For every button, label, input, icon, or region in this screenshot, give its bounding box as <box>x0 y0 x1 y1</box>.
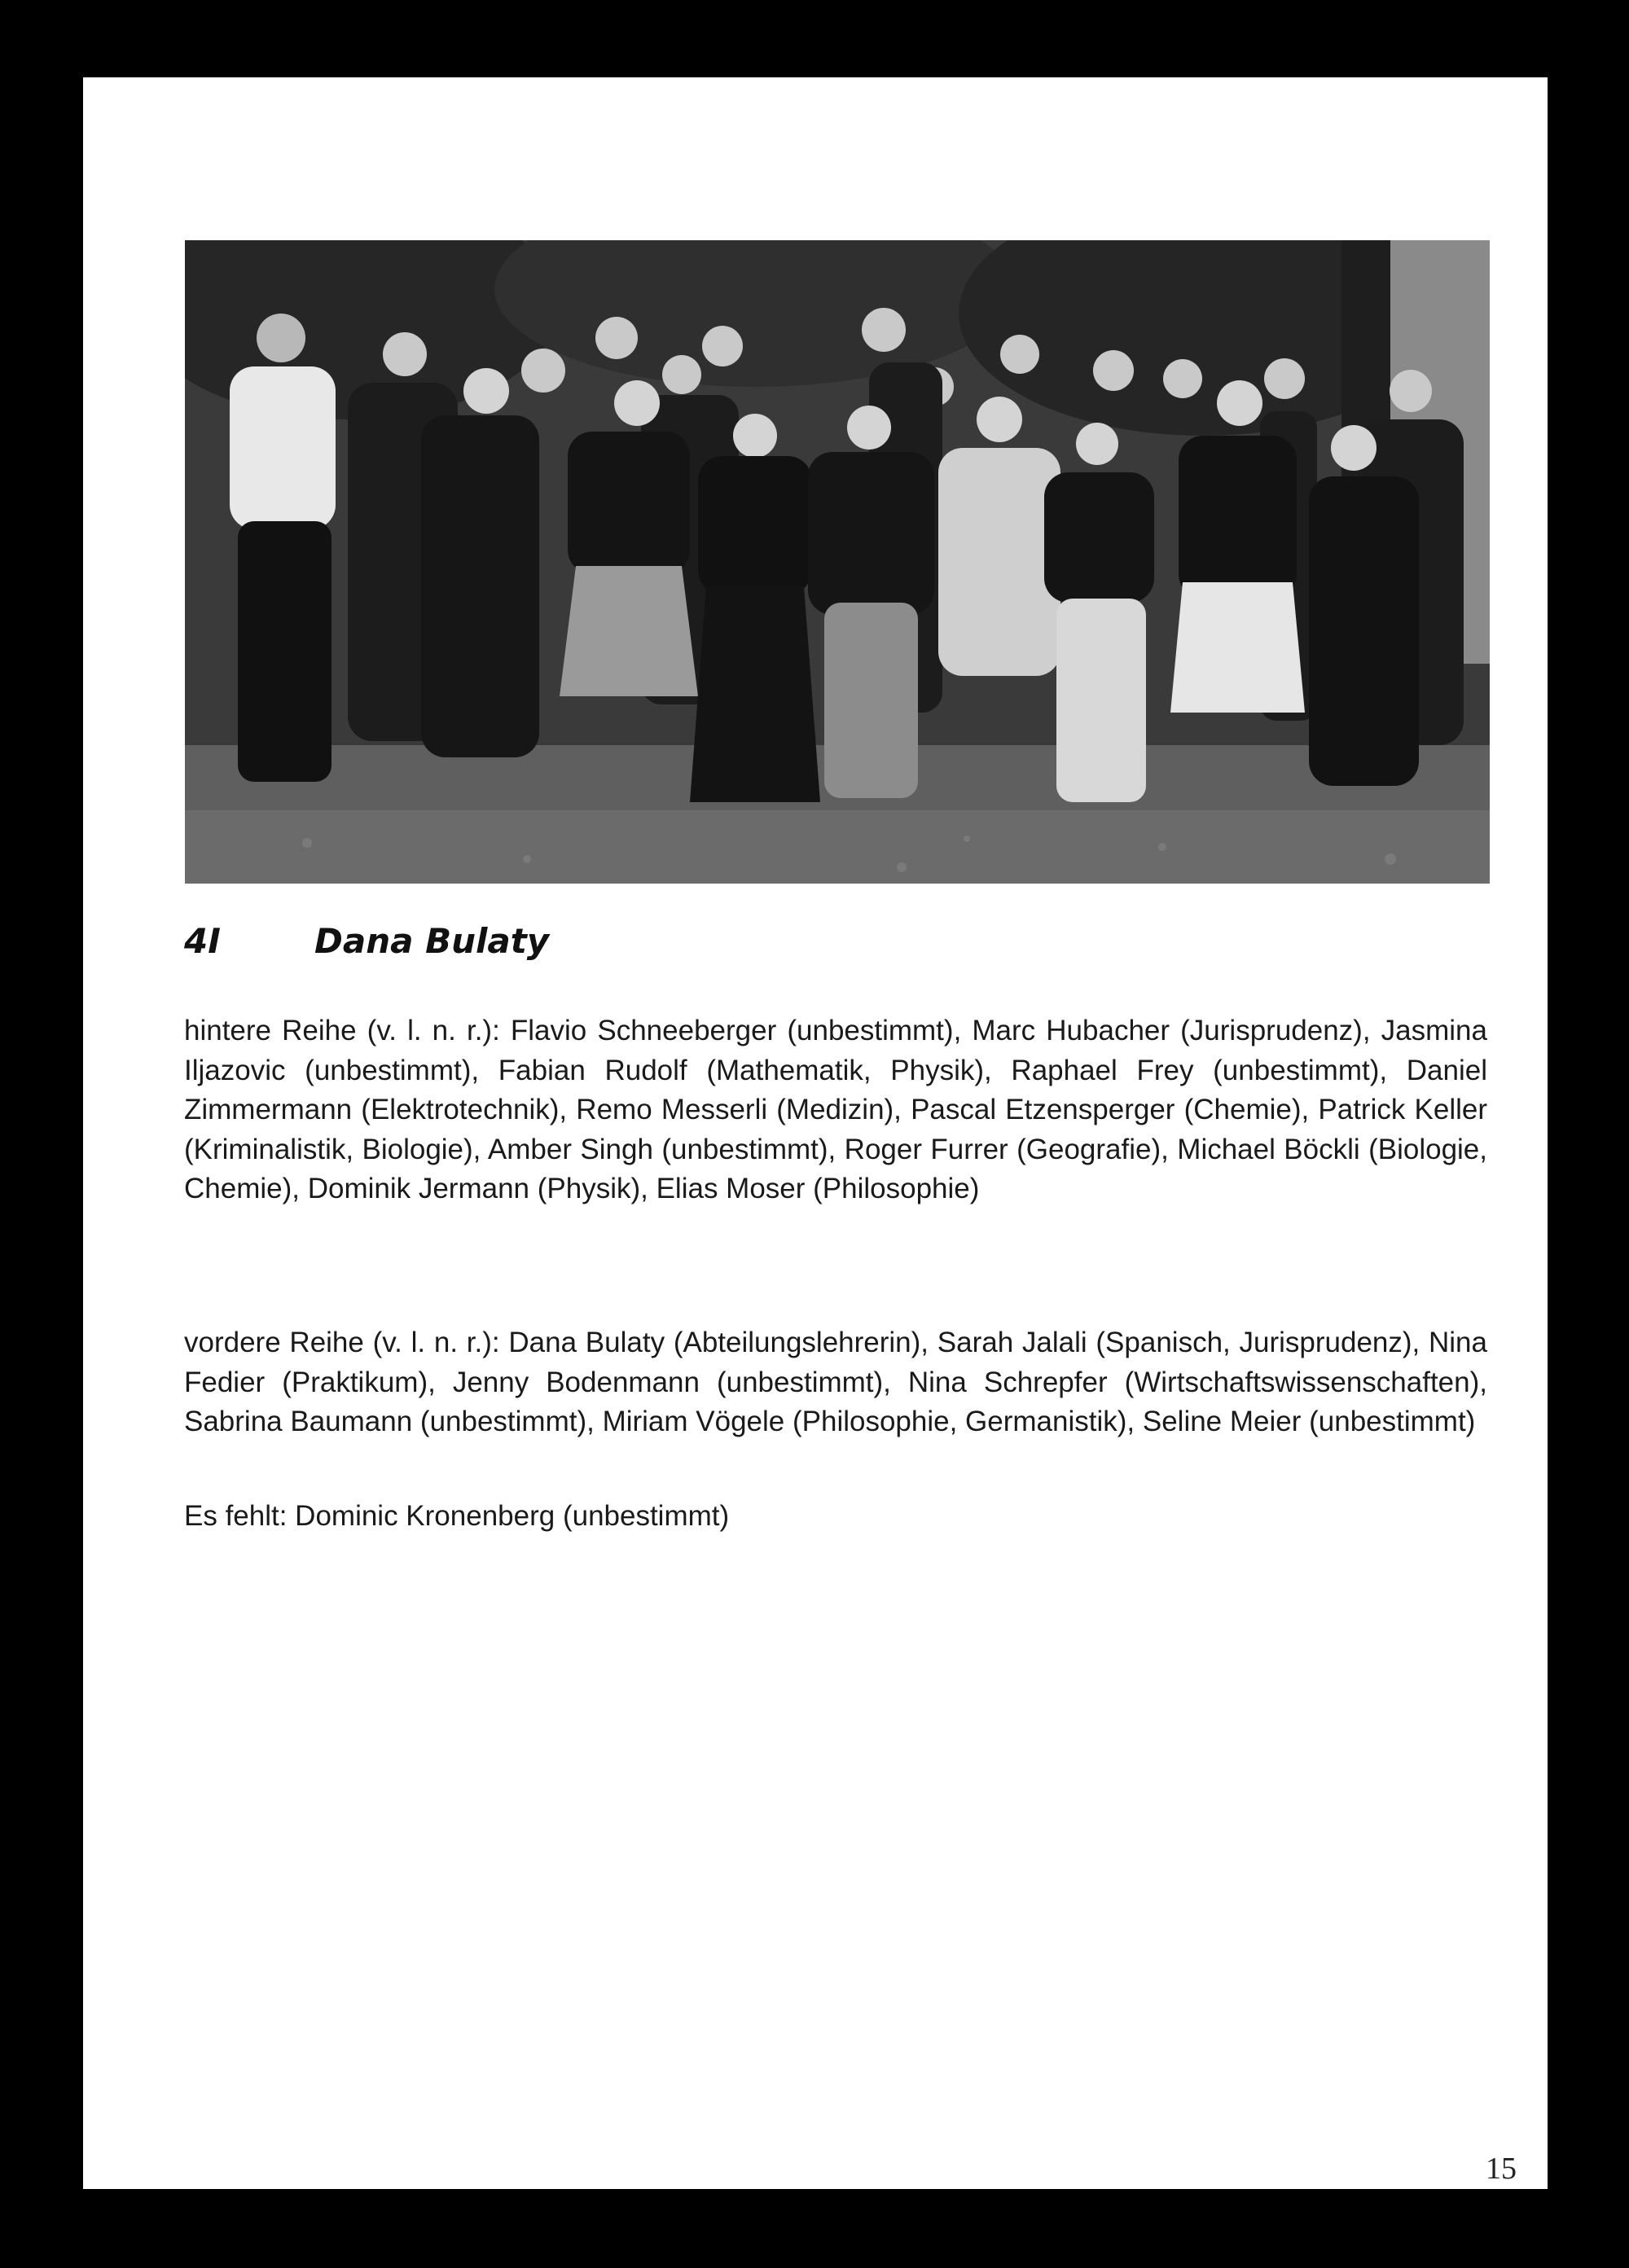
class-heading <box>184 921 549 961</box>
back-row-caption: hintere Reihe (v. l. n. r.): Flavio Schneeberger (unbestimmt), Marc Hubacher (Jurisprudenz), Jasmina Iljazovic (unbestimmt), Fabian Rudolf (Mathematik, Physik), Raphael Frey (unbestimmt), Daniel Zimmermann (Elektrotechnik), Remo Messerli (Medizin), Pascal Etzensperger (Chemie), Patrick Keller (Kriminalistik, Biologie), Amber Singh (unbestimmt), Roger Furrer (Geografie), Michael Böckli (Biologie, Chemie), Dominik Jermann (Physik), Elias Moser (Philosophie) <box>184 1015 1487 1205</box>
page-number: 15 <box>1486 2152 1517 2186</box>
front-row-caption: vordere Reihe (v. l. n. r.): Dana Bulaty (Abteilungslehrerin), Sarah Jalali (Spanisch, Jurisprudenz), Nina Fedier (Praktikum), Jenny Bodenmann (unbestimmt), Nina Schrepfer (Wirtschaftswissenschaften), Sabrina Baumann (unbestimmt), Miriam Vögele (Philosophie, Germanistik), Seline Meier (unbestimmt) <box>184 1327 1487 1438</box>
group-photo-illustration <box>185 240 1490 884</box>
document-page <box>83 77 1548 2189</box>
class-teacher-name: Dana Bulaty <box>314 921 550 961</box>
class-number: 4I <box>184 921 221 961</box>
class-group-photo <box>185 240 1490 884</box>
missing-student-caption: Es fehlt: Dominic Kronenberg (unbestimmt) <box>184 1500 730 1532</box>
